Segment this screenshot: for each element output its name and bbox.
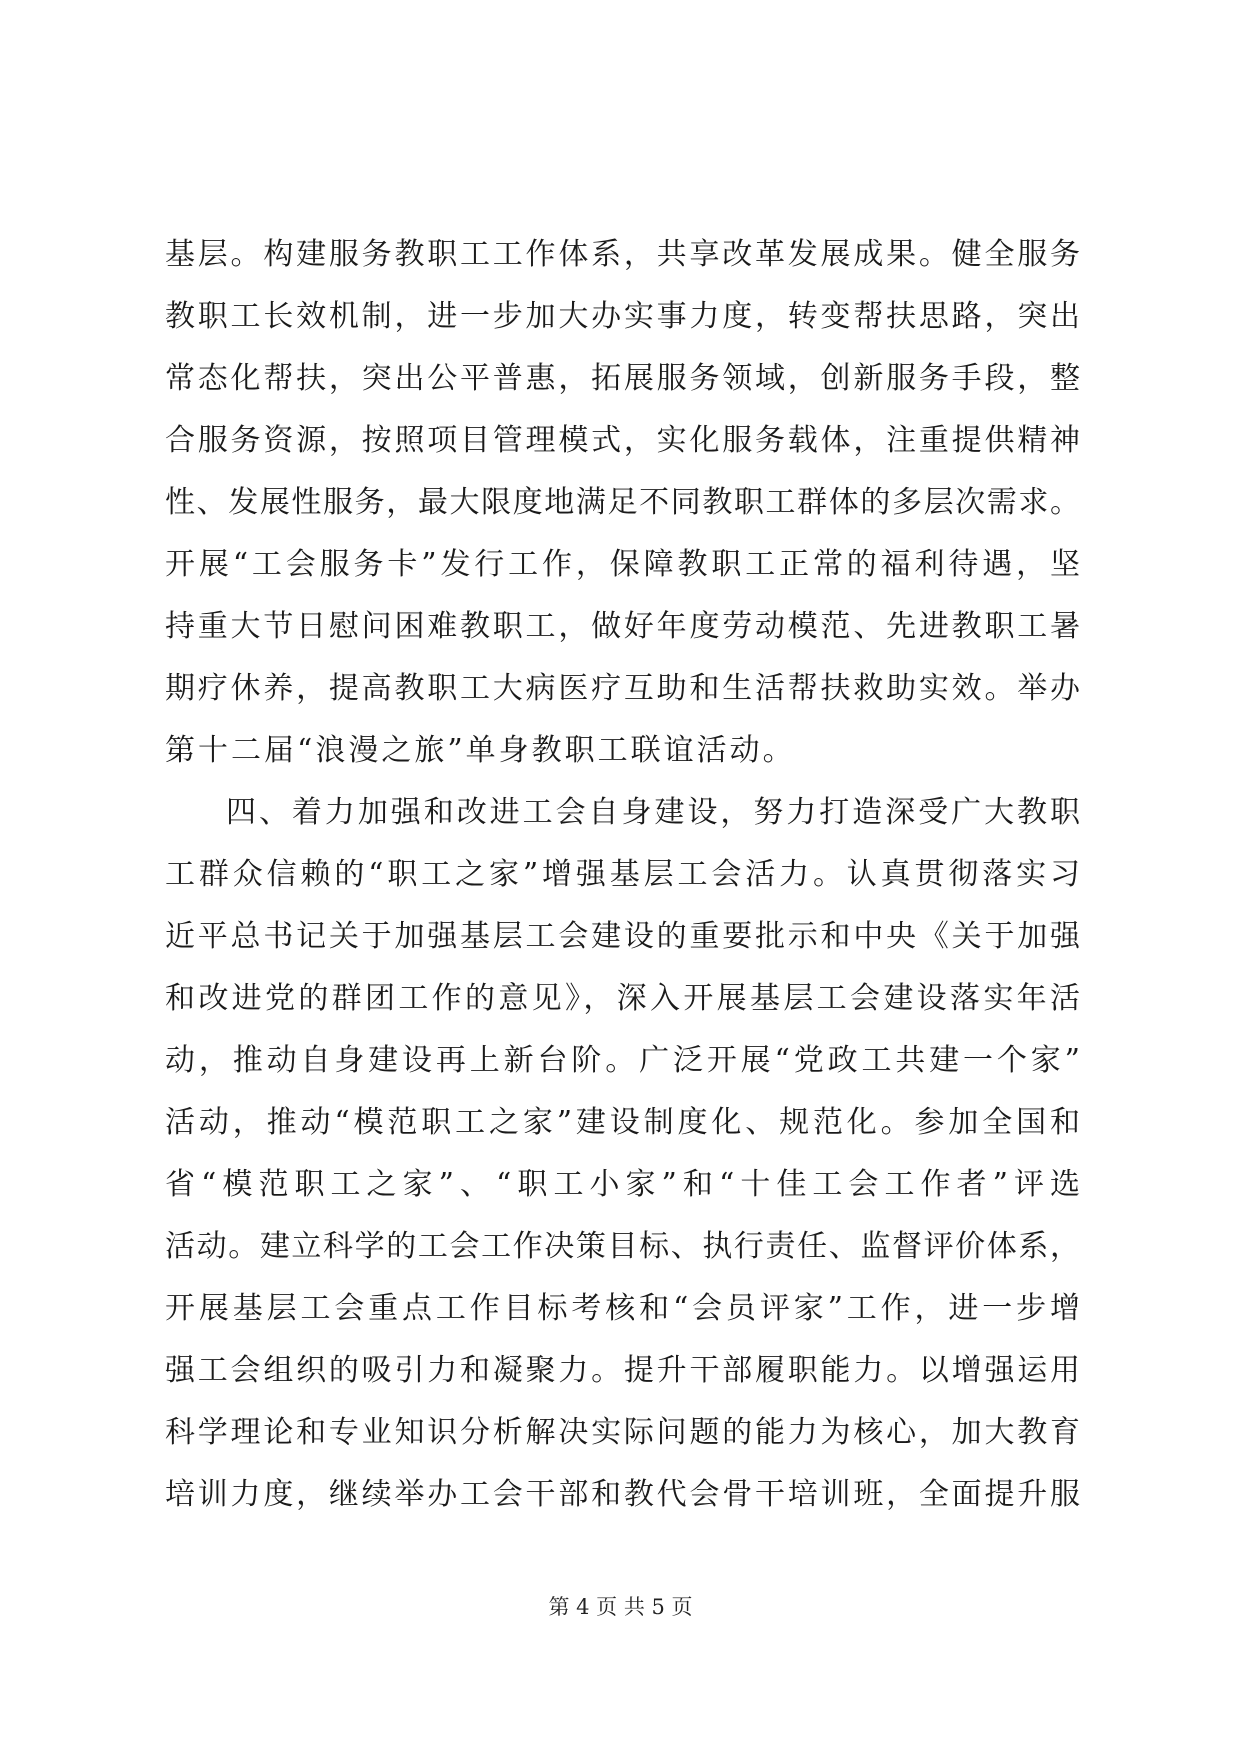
- paragraph-2-line-7: 省“模范职工之家”、“职工小家”和“十佳工会工作者”评选: [165, 1167, 1080, 1202]
- paragraph-1-line-6: 开展“工会服务卡”发行工作，保障教职工正常的福利待遇，坚: [165, 547, 1080, 582]
- paragraph-2-line-12: 培训力度，继续举办工会干部和教代会骨干培训班，全面提升服: [165, 1477, 1080, 1512]
- paragraph-2-line-6: 活动，推动“模范职工之家”建设制度化、规范化。参加全国和: [165, 1105, 1080, 1140]
- paragraph-2-line-9: 开展基层工会重点工作目标考核和“会员评家”工作，进一步增: [165, 1291, 1080, 1326]
- paragraph-1-line-8: 期疗休养，提高教职工大病医疗互助和生活帮扶救助实效。举办: [165, 671, 1080, 706]
- page-footer: [0, 1592, 1241, 1622]
- paragraph-1-line-7: 持重大节日慰问困难教职工，做好年度劳动模范、先进教职工暑: [165, 609, 1080, 644]
- paragraph-1-line-9: 第十二届“浪漫之旅”单身教职工联谊活动。: [165, 733, 796, 768]
- paragraph-2-line-3: 近平总书记关于加强基层工会建设的重要批示和中央《关于加强: [165, 919, 1080, 954]
- paragraph-2-line-1: 四、着力加强和改进工会自身建设，努力打造深受广大教职: [226, 795, 1080, 830]
- paragraph-1-line-4: 合服务资源，按照项目管理模式，实化服务载体，注重提供精神: [165, 423, 1080, 458]
- paragraph-1-line-3: 常态化帮扶，突出公平普惠，拓展服务领域，创新服务手段，整: [165, 361, 1080, 396]
- paragraph-2-line-4: 和改进党的群团工作的意见》，深入开展基层工会建设落实年活: [165, 981, 1080, 1016]
- page-number-label: 第 4 页 共 5 页: [548, 1595, 693, 1619]
- paragraph-2-line-10: 强工会组织的吸引力和凝聚力。提升干部履职能力。以增强运用: [165, 1353, 1080, 1388]
- paragraph-2-line-2: 工群众信赖的“职工之家”增强基层工会活力。认真贯彻落实习: [165, 857, 1080, 892]
- paragraph-1-line-1: 基层。构建服务教职工工作体系，共享改革发展成果。健全服务: [165, 237, 1080, 272]
- paragraph-2-line-11: 科学理论和专业知识分析解决实际问题的能力为核心，加大教育: [165, 1415, 1080, 1450]
- paragraph-2-line-8: 活动。建立科学的工会工作决策目标、执行责任、监督评价体系，: [165, 1229, 1080, 1264]
- document-body: [165, 224, 1080, 1526]
- paragraph-1-line-5: 性、发展性服务，最大限度地满足不同教职工群体的多层次需求。: [165, 485, 1080, 520]
- paragraph-1-line-2: 教职工长效机制，进一步加大办实事力度，转变帮扶思路，突出: [165, 299, 1080, 334]
- paragraph-2-line-5: 动，推动自身建设再上新台阶。广泛开展“党政工共建一个家”: [165, 1043, 1080, 1078]
